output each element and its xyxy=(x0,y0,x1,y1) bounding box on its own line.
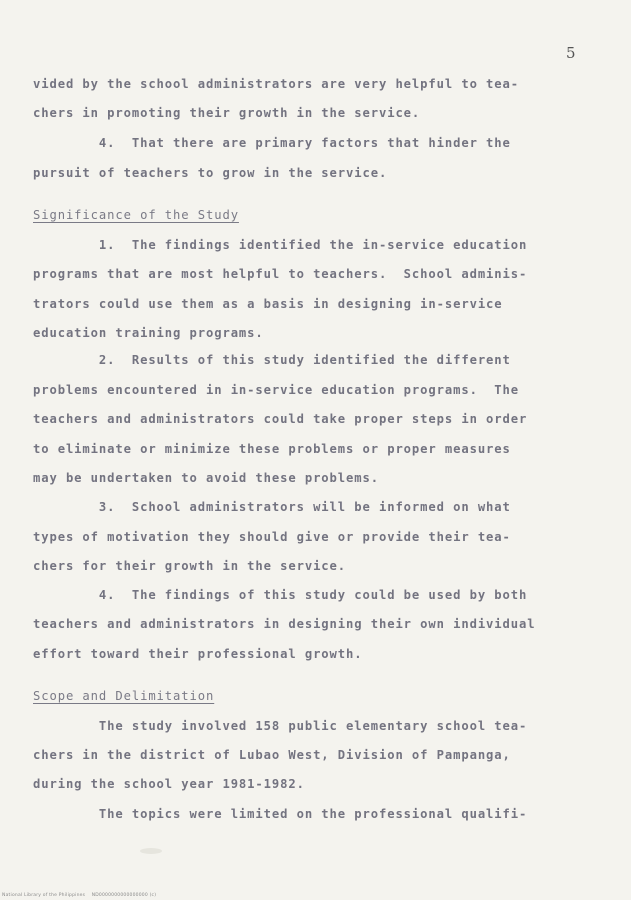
text-line: chers in the district of Lubao West, Division of Pampanga, xyxy=(33,748,511,762)
text-line: may be undertaken to avoid these problems. xyxy=(33,471,379,485)
page-number: 5 xyxy=(566,44,576,62)
text-line: The topics were limited on the professional qualifi- xyxy=(33,807,528,821)
text-line: 3. School administrators will be informed on what xyxy=(33,500,511,514)
archive-footer: National Library of the Philippines ND0000000000000000 (c) xyxy=(2,893,157,898)
text-line: teachers and administrators could take proper steps in order xyxy=(33,412,528,426)
text-line: types of motivation they should give or provide their tea- xyxy=(33,530,511,544)
text-line: 2. Results of this study identified the different xyxy=(33,353,511,367)
text-line: problems encountered in in-service education programs. The xyxy=(33,383,520,397)
text-line: 1. The findings identified the in-service education xyxy=(33,238,528,252)
text-line: education training programs. xyxy=(33,326,264,340)
text-line: during the school year 1981-1982. xyxy=(33,777,305,791)
text-line: 4. That there are primary factors that hinder the xyxy=(33,136,511,150)
section-heading-scope: Scope and Delimitation xyxy=(33,689,215,703)
text-line: effort toward their professional growth. xyxy=(33,647,363,661)
text-line: programs that are most helpful to teachers. School adminis- xyxy=(33,267,528,281)
section-heading-significance: Significance of the Study xyxy=(33,208,239,222)
text-line: 4. The findings of this study could be used by both xyxy=(33,588,528,602)
text-line: to eliminate or minimize these problems or proper measures xyxy=(33,442,511,456)
paper-smudge xyxy=(140,848,162,854)
text-line: trators could use them as a basis in designing in-service xyxy=(33,297,503,311)
text-line: pursuit of teachers to grow in the service. xyxy=(33,166,388,180)
text-line: chers for their growth in the service. xyxy=(33,559,347,573)
text-line: vided by the school administrators are very helpful to tea- xyxy=(33,77,520,91)
text-line: teachers and administrators in designing their own individual xyxy=(33,617,536,631)
text-line: chers in promoting their growth in the service. xyxy=(33,106,421,120)
text-line: The study involved 158 public elementary school tea- xyxy=(33,719,528,733)
